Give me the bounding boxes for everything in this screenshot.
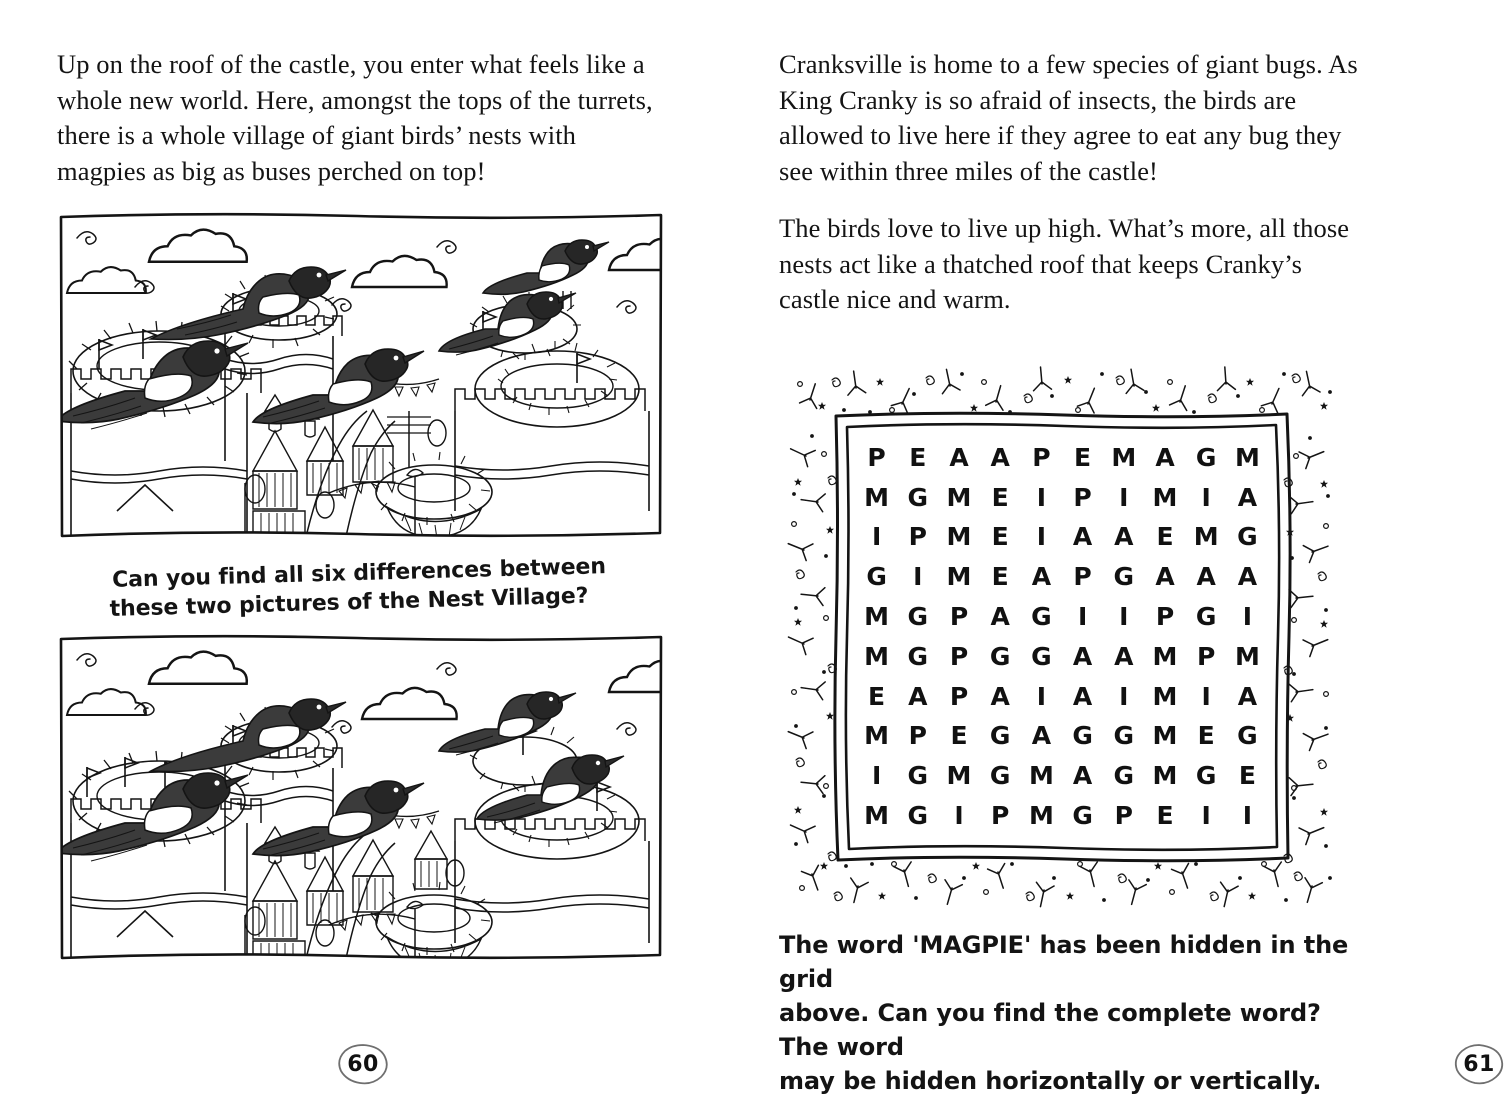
wordsearch-cell-r9-c5[interactable]: M <box>1028 761 1054 791</box>
wordsearch-cell-r5-c4[interactable]: A <box>990 602 1010 632</box>
wordsearch-cell-r10-c6[interactable]: G <box>1072 801 1093 831</box>
wordsearch-cell-r10-c9[interactable]: I <box>1201 801 1211 831</box>
wordsearch-letter-grid[interactable] <box>856 438 1268 836</box>
wordsearch-cell-r7-c8[interactable]: M <box>1152 681 1178 711</box>
wordsearch-cell-r4-c4[interactable]: E <box>991 562 1009 592</box>
wordsearch-cell-r6-c10[interactable]: M <box>1234 641 1260 671</box>
spot-the-difference-caption <box>99 554 619 622</box>
wordsearch-cell-r1-c1[interactable]: P <box>867 442 886 472</box>
wordsearch-cell-r5-c1[interactable]: M <box>864 602 890 632</box>
wordsearch-cell-r3-c9[interactable]: M <box>1193 522 1219 552</box>
wordsearch-cell-r1-c2[interactable]: E <box>909 442 927 472</box>
wordsearch-cell-r3-c1[interactable]: I <box>871 522 882 552</box>
wordsearch-cell-r6-c6[interactable]: A <box>1072 641 1093 671</box>
page-number-left-value: 60 <box>347 1051 379 1077</box>
wordsearch-cell-r4-c6[interactable]: P <box>1073 562 1092 592</box>
right-page <box>722 0 1495 1107</box>
wordsearch-cell-r7-c3[interactable]: P <box>949 681 969 711</box>
page-number-right-value: 61 <box>1463 1051 1495 1077</box>
wordsearch-cell-r10-c10[interactable]: I <box>1242 801 1253 831</box>
wordsearch-cell-r4-c9[interactable]: A <box>1196 562 1216 592</box>
wordsearch-cell-r8-c10[interactable]: G <box>1237 721 1258 751</box>
wordsearch-caption <box>779 928 1360 1098</box>
wordsearch-cell-r2-c4[interactable]: E <box>991 482 1009 512</box>
wordsearch-caption-line-3: may be hidden horizontally or vertically. <box>779 1066 1322 1095</box>
wordsearch-cell-r9-c4[interactable]: G <box>989 761 1011 791</box>
wordsearch-cell-r1-c8[interactable]: A <box>1155 442 1175 472</box>
wordsearch-cell-r2-c7[interactable]: I <box>1119 482 1129 512</box>
wordsearch-cell-r6-c2[interactable]: G <box>907 641 929 671</box>
wordsearch-caption-line-1: The word 'MAGPIE' has been hidden in the grid <box>779 930 1349 993</box>
wordsearch-cell-r7-c1[interactable]: E <box>868 681 886 711</box>
wordsearch-cell-r4-c5[interactable]: A <box>1031 562 1052 592</box>
wordsearch-cell-r1-c9[interactable]: G <box>1195 442 1217 472</box>
wordsearch-cell-r3-c3[interactable]: M <box>946 522 972 552</box>
wordsearch-cell-r3-c6[interactable]: A <box>1072 522 1093 552</box>
wordsearch-cell-r2-c8[interactable]: M <box>1152 482 1178 512</box>
wordsearch-cell-r9-c6[interactable]: A <box>1072 761 1093 791</box>
wordsearch-cell-r8-c7[interactable]: G <box>1113 721 1135 751</box>
wordsearch-cell-r6-c8[interactable]: M <box>1152 641 1178 671</box>
wordsearch-cell-r5-c7[interactable]: I <box>1119 602 1129 632</box>
wordsearch-cell-r9-c1[interactable]: I <box>871 761 882 791</box>
wordsearch-cell-r7-c5[interactable]: I <box>1036 681 1047 711</box>
wordsearch-cell-r2-c10[interactable]: A <box>1237 482 1258 512</box>
wordsearch-cell-r7-c10[interactable]: A <box>1237 681 1258 711</box>
wordsearch-cell-r9-c2[interactable]: G <box>907 761 929 791</box>
wordsearch-cell-r2-c9[interactable]: I <box>1201 482 1211 512</box>
wordsearch-cell-r7-c7[interactable]: I <box>1119 681 1129 711</box>
left-page-paragraph-1: Up on the roof of the castle, you enter what feels like a whole new world. Here, amongst the tops of the turrets, there is a whole village of giant birds’ nests with magpies as big as buses perched on top! <box>57 49 653 186</box>
wordsearch-cell-r3-c4[interactable]: E <box>991 522 1009 552</box>
wordsearch-cell-r7-c2[interactable]: A <box>908 681 928 711</box>
wordsearch-cell-r3-c7[interactable]: A <box>1114 522 1134 552</box>
wordsearch-cell-r10-c3[interactable]: I <box>954 801 964 831</box>
wordsearch-cell-r1-c3[interactable]: A <box>949 442 969 472</box>
wordsearch-cell-r7-c9[interactable]: I <box>1201 681 1211 711</box>
wordsearch-cell-r10-c1[interactable]: M <box>864 801 890 831</box>
wordsearch-cell-r5-c2[interactable]: G <box>907 602 929 632</box>
page-number-left <box>336 1043 390 1085</box>
wordsearch-cell-r1-c4[interactable]: A <box>990 442 1010 472</box>
wordsearch-cell-r9-c3[interactable]: M <box>946 761 972 791</box>
caption-line-1: Can you find all six differences between <box>111 554 606 593</box>
wordsearch-cell-r2-c1[interactable]: M <box>864 482 890 512</box>
wordsearch-cell-r8-c6[interactable]: G <box>1072 721 1093 751</box>
wordsearch-cell-r1-c5[interactable]: P <box>1032 442 1051 472</box>
wordsearch-cell-r6-c3[interactable]: P <box>949 641 969 671</box>
wordsearch-cell-r10-c2[interactable]: G <box>907 801 929 831</box>
wordsearch-cell-r8-c2[interactable]: P <box>908 721 927 751</box>
wordsearch-cell-r6-c4[interactable]: G <box>989 641 1011 671</box>
caption-line-2: these two pictures of the Nest Village? <box>108 583 589 622</box>
wordsearch-cell-r5-c6[interactable]: I <box>1077 602 1088 632</box>
wordsearch-cell-r1-c7[interactable]: M <box>1111 442 1137 472</box>
wordsearch-cell-r5-c10[interactable]: I <box>1242 602 1253 632</box>
wordsearch-cell-r10-c8[interactable]: E <box>1156 801 1174 831</box>
nest-village-picture-two <box>57 633 665 963</box>
wordsearch-cell-r5-c8[interactable]: P <box>1155 602 1175 632</box>
wordsearch-cell-r8-c1[interactable]: M <box>864 721 890 751</box>
wordsearch-cell-r3-c2[interactable]: P <box>908 522 927 552</box>
wordsearch-cell-r8-c5[interactable]: A <box>1031 721 1052 751</box>
wordsearch-cell-r2-c5[interactable]: I <box>1036 482 1047 512</box>
wordsearch-cell-r2-c3[interactable]: M <box>946 482 972 512</box>
wordsearch-puzzle[interactable] <box>784 366 1339 906</box>
wordsearch-cell-r6-c7[interactable]: A <box>1114 641 1134 671</box>
right-page-paragraph-1: Cranksville is home to a few species of giant bugs. As King Cranky is so afraid of insects, the birds are allowed to live here if they agree to eat any bug they see within three miles of the castle! <box>779 49 1358 186</box>
wordsearch-cell-r2-c6[interactable]: P <box>1073 482 1092 512</box>
wordsearch-cell-r3-c10[interactable]: G <box>1237 522 1258 552</box>
wordsearch-cell-r10-c4[interactable]: P <box>991 801 1010 831</box>
wordsearch-cell-r4-c10[interactable]: A <box>1237 562 1258 592</box>
wordsearch-cell-r7-c6[interactable]: A <box>1072 681 1093 711</box>
wordsearch-cell-r2-c2[interactable]: G <box>907 482 929 512</box>
wordsearch-caption-line-2: above. Can you find the complete word? The word <box>779 998 1321 1061</box>
wordsearch-cell-r1-c6[interactable]: E <box>1074 442 1092 472</box>
wordsearch-cell-r9-c8[interactable]: M <box>1152 761 1178 791</box>
wordsearch-cell-r8-c3[interactable]: E <box>950 721 968 751</box>
left-page <box>0 0 722 1107</box>
wordsearch-cell-r6-c9[interactable]: P <box>1197 641 1216 671</box>
wordsearch-cell-r10-c7[interactable]: P <box>1114 801 1133 831</box>
wordsearch-cell-r6-c5[interactable]: G <box>1031 641 1052 671</box>
wordsearch-cell-r9-c7[interactable]: G <box>1113 761 1135 791</box>
right-page-paragraph-2: The birds love to live up high. What’s more, all those nests act like a thatched roof that keeps Cranky’s castle nice and warm. <box>779 213 1350 314</box>
wordsearch-cell-r5-c9[interactable]: G <box>1195 602 1217 632</box>
wordsearch-cell-r7-c4[interactable]: A <box>990 681 1010 711</box>
wordsearch-cell-r4-c3[interactable]: M <box>946 562 972 592</box>
wordsearch-cell-r3-c8[interactable]: E <box>1156 522 1174 552</box>
wordsearch-cell-r5-c5[interactable]: G <box>1031 602 1052 632</box>
wordsearch-cell-r8-c9[interactable]: E <box>1197 721 1215 751</box>
wordsearch-cell-r4-c1[interactable]: G <box>866 562 887 592</box>
wordsearch-cell-r4-c7[interactable]: G <box>1113 562 1135 592</box>
wordsearch-cell-r6-c1[interactable]: M <box>864 641 890 671</box>
wordsearch-cell-r9-c9[interactable]: G <box>1195 761 1217 791</box>
wordsearch-cell-r8-c8[interactable]: M <box>1152 721 1178 751</box>
wordsearch-cell-r5-c3[interactable]: P <box>949 602 969 632</box>
wordsearch-cell-r9-c10[interactable]: E <box>1238 761 1256 791</box>
wordsearch-cell-r4-c8[interactable]: A <box>1155 562 1175 592</box>
wordsearch-cell-r4-c2[interactable]: I <box>913 562 923 592</box>
wordsearch-cell-r1-c10[interactable]: M <box>1234 442 1260 472</box>
wordsearch-cell-r10-c5[interactable]: M <box>1028 801 1054 831</box>
page-number-right <box>1452 1043 1506 1085</box>
nest-village-picture-one <box>57 211 665 541</box>
wordsearch-cell-r8-c4[interactable]: G <box>989 721 1011 751</box>
wordsearch-cell-r3-c5[interactable]: I <box>1036 522 1047 552</box>
